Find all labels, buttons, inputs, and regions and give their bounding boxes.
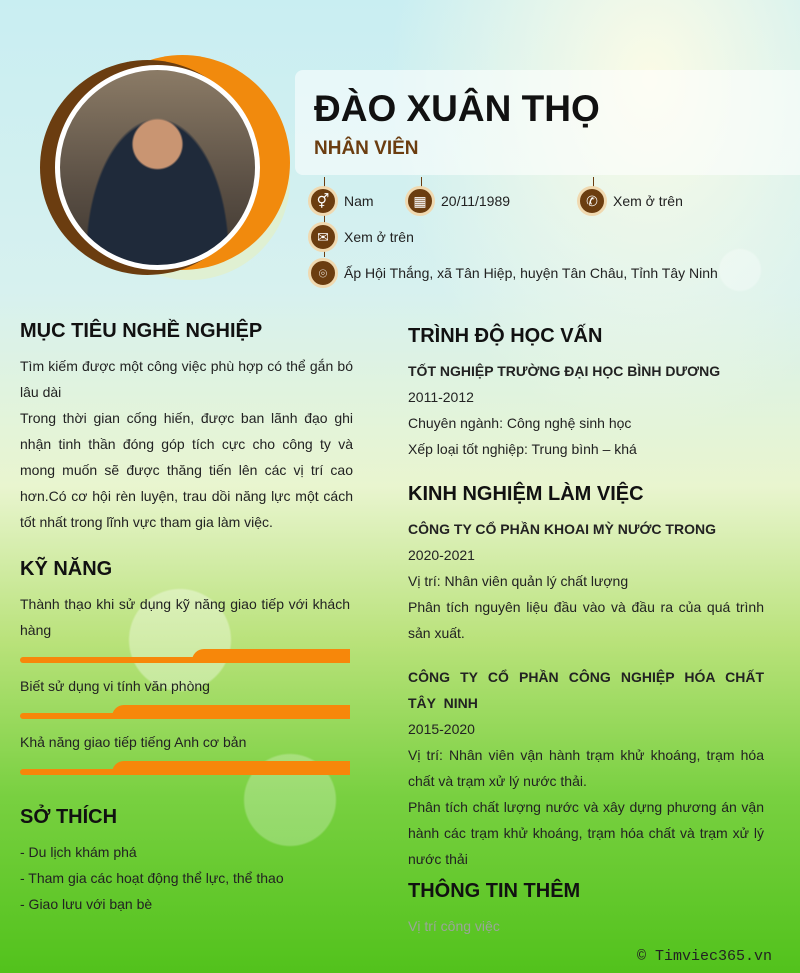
hobby-item: - Du lịch khám phá: [20, 844, 137, 860]
section-title: THÔNG TIN THÊM: [408, 880, 581, 902]
candidate-name: ĐÀO XUÂN THỌ: [314, 88, 600, 129]
address-info: ⌾ Ấp Hội Thắng, xã Tân Hiệp, huyện Tân Châu, Tỉnh Tây Ninh: [308, 258, 718, 288]
extra-info-field[interactable]: Vị trí công việc: [408, 918, 500, 934]
calendar-icon: ▦: [405, 186, 435, 216]
hobby-item: - Giao lưu với bạn bè: [20, 896, 153, 912]
skill-bar: [20, 759, 350, 775]
skill-name: Thành thạo khi sử dụng kỹ năng giao tiếp với khách hàng: [20, 596, 350, 638]
footer-watermark: © Timviec365.vn: [636, 948, 772, 965]
job-item: CÔNG TY CỔ PHẦN KHOAI MỲ NƯỚC TRONG 2020-2021 Vị trí: Nhân viên quản lý chất lượng Phân tích nguyên liệu đầu vào và đầu ra của quá trình sản xuất.: [408, 521, 764, 641]
education-section: TRÌNH ĐỘ HỌC VẤN TỐT NGHIỆP TRƯỜNG ĐẠI HỌC BÌNH DƯƠNG 2011-2012 Chuyên ngành: Công nghệ sinh học Xếp loại tốt nghiệp: Trung bình – khá: [408, 325, 764, 462]
skill-bar: [20, 647, 350, 663]
skill-name: Biết sử dụng vi tính văn phòng: [20, 678, 210, 694]
skill-bar: [20, 703, 350, 719]
section-title: KINH NGHIỆM LÀM VIỆC: [408, 483, 644, 505]
objective-section: MỤC TIÊU NGHỀ NGHIỆP Tìm kiếm được một công việc phù hợp có thể gắn bó lâu dài Trong thời gian cống hiến, được ban lãnh đạo ghi nhận tinh thần đóng góp tích cực cho công ty và mong muốn sẽ được thăng tiến lên các vị trí cao hơn.Có cơ hội rèn luyện, trau dồi năng lực một cách tốt nhất trong lĩnh vực tham gia làm việc.: [20, 320, 353, 530]
skill-bar-fill: [112, 705, 350, 719]
phone-icon: ✆: [577, 186, 607, 216]
skill-bar-fill: [192, 649, 350, 663]
skill-item: [20, 591, 350, 663]
gender-info: ⚥ Nam: [308, 186, 374, 216]
skill-item: [20, 673, 350, 719]
email-info: ✉ Xem ở trên: [308, 222, 414, 252]
job-item: CÔNG TY CỔ PHẦN CÔNG NGHIỆP HÓA CHẤT TÂY NINH 2015-2020 Vị trí: Nhân viên vận hành trạm khử khoáng, trạm hóa chất và trạm xử lý nước thải. Phân tích chất lượng nước và xây dựng phương án vận hành các trạm khử khoáng, trạm hóa chất và trạm xử lý nước thải: [408, 669, 764, 867]
section-title: KỸ NĂNG: [20, 558, 113, 580]
location-icon: ⌾: [308, 258, 338, 288]
mail-icon: ✉: [308, 222, 338, 252]
skill-name: Khả năng giao tiếp tiếng Anh cơ bản: [20, 734, 247, 750]
hobbies-section: [20, 806, 353, 917]
avatar-frame: [40, 55, 290, 280]
experience-section: [408, 483, 764, 872]
gender-icon: ⚥: [308, 186, 338, 216]
extra-section: [408, 880, 764, 939]
avatar: [55, 65, 260, 270]
birthday-info: ▦ 20/11/1989: [405, 186, 510, 216]
phone-info: ✆ Xem ở trên: [577, 186, 683, 216]
section-title: SỞ THÍCH: [20, 806, 118, 828]
skills-section: [20, 558, 350, 785]
section-title: MỤC TIÊU NGHỀ NGHIỆP: [20, 320, 263, 342]
candidate-position: NHÂN VIÊN: [314, 138, 419, 159]
hobby-item: - Tham gia các hoạt động thể lực, thể thao: [20, 870, 284, 886]
skill-bar-fill: [112, 761, 350, 775]
skill-item: [20, 729, 350, 775]
section-title: TRÌNH ĐỘ HỌC VẤN: [408, 325, 603, 347]
